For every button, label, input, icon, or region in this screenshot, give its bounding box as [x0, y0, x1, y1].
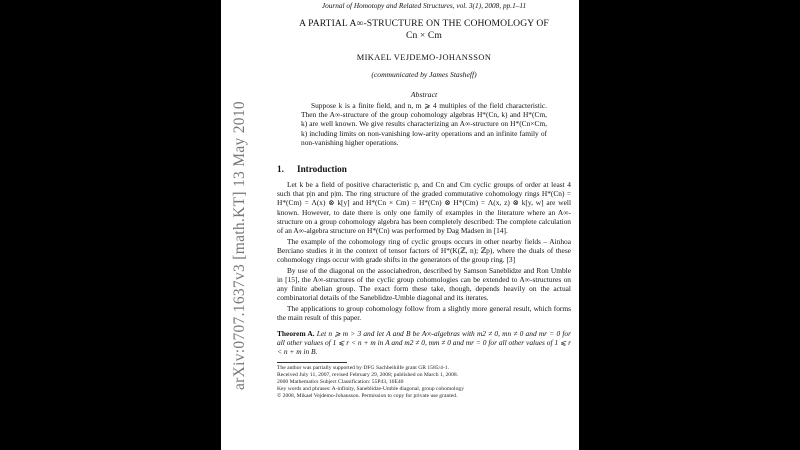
footnote: 2000 Mathematics Subject Classification: 55P43, 16E40 — [277, 379, 404, 386]
footnotes — [277, 365, 571, 400]
arxiv-stamp: arXiv:0707.1637v3 [math.KT] 13 May 2010 — [231, 101, 248, 390]
abstract-text: Suppose k is a finite field, and n, m ⩾ 4 multiples of the field characteristic. Then the A∞-structure of the group cohomology algebras H*(Cn, k) and H*(Cm, k) are well known. We give results characterizing an A∞-structure on H*(Cn×Cm, k) including limits on non-vanishing low-arity operations and an infinite family of non-vanishing higher operations. — [301, 101, 547, 147]
section-title: Introduction — [297, 164, 347, 175]
paragraph: The applications to group cohomology follow from a slightly more general result, which forms the main result of this paper. — [277, 304, 571, 323]
paper-content — [277, 0, 571, 400]
title-line-2: Cn × Cm — [406, 30, 442, 41]
paper-page — [221, 0, 579, 450]
footnote: © 2008, Mikael Vejdemo-Johansson. Permission to copy for private use granted. — [277, 393, 458, 400]
footnote: Received July 11, 2007, revised February 29, 2008; published on March 1, 2008. — [277, 372, 459, 379]
communicated-by: (communicated by James Stasheff) — [371, 70, 477, 79]
theorem-label: Theorem A. — [277, 328, 315, 338]
introduction-body — [277, 180, 571, 323]
paragraph: Let k be a field of positive characteristic p, and Cn and Cm cyclic groups of order at least 4 such that p|n and p|m. The ring structure of the graded commutative cohomology rings H*(Cn) = H*(Cm) = Λ(x) ⊗ k[y] and H*(Cn × Cm) = H*(Cn) ⊗ H*(Cm) = Λ(x, z) ⊗ k[y, w] are well known. However, to date there is only one family of examples in the literature where an A∞-structure on a group cohomology algebra has been completely described: The complete calculation of an A∞-algebra structure on H*(Cn) was performed by Dag Madsen in [14]. — [277, 180, 571, 236]
theorem-text: Let n ⩾ m > 3 and let A and B be A∞-algebras with m2 ≠ 0, mn ≠ 0 and mr = 0 for all other values of 1 ⩽ r < n + m in A and m2 ≠ 0, mm ≠ 0 and mr = 0 for all other values of 1 ⩽ r < n + m in B. — [277, 328, 571, 356]
section-heading — [277, 164, 571, 174]
paragraph: The example of the cohomology ring of cyclic groups occurs in other nearby fields – Ainhoa Berciano studies it in the context of tensor factors of H*(K(ℤ, n); ℤp), where the duals of these cohomology rings occur with grade shifts in the generators of the group ring. [3] — [277, 236, 571, 265]
footnote: The author was partially supported by DFG Sachbeihilfe grant GR 1585/4-1. — [277, 365, 449, 372]
theorem-a — [277, 329, 571, 357]
title-line-1: A PARTIAL A∞-STRUCTURE ON THE COHOMOLOGY OF — [299, 18, 549, 29]
author-name: MIKAEL VEJDEMO-JOHANSSON — [356, 53, 492, 62]
abstract — [301, 101, 547, 147]
journal-header: Journal of Homotopy and Related Structures, vol. 3(1), 2008, pp.1–11 — [321, 1, 527, 10]
paper-title — [277, 18, 571, 42]
footnote-rule — [277, 362, 347, 363]
section-number: 1. — [277, 164, 284, 175]
abstract-heading: Abstract — [410, 90, 438, 99]
footnote: Key words and phrases: A-infinity, Saneblidze-Umble diagonal, group cohomology — [277, 386, 464, 393]
paragraph: By use of the diagonal on the associahedron, described by Samson Saneblidze and Ron Umble in [15], the A∞-structures of the cyclic group cohomologies can be extended to A∞-structures on any finite abelian group. The exact form these take, though, depends heavily on the actual combinatorial details of the Saneblidze-Umble diagonal and its iterates. — [277, 265, 571, 303]
